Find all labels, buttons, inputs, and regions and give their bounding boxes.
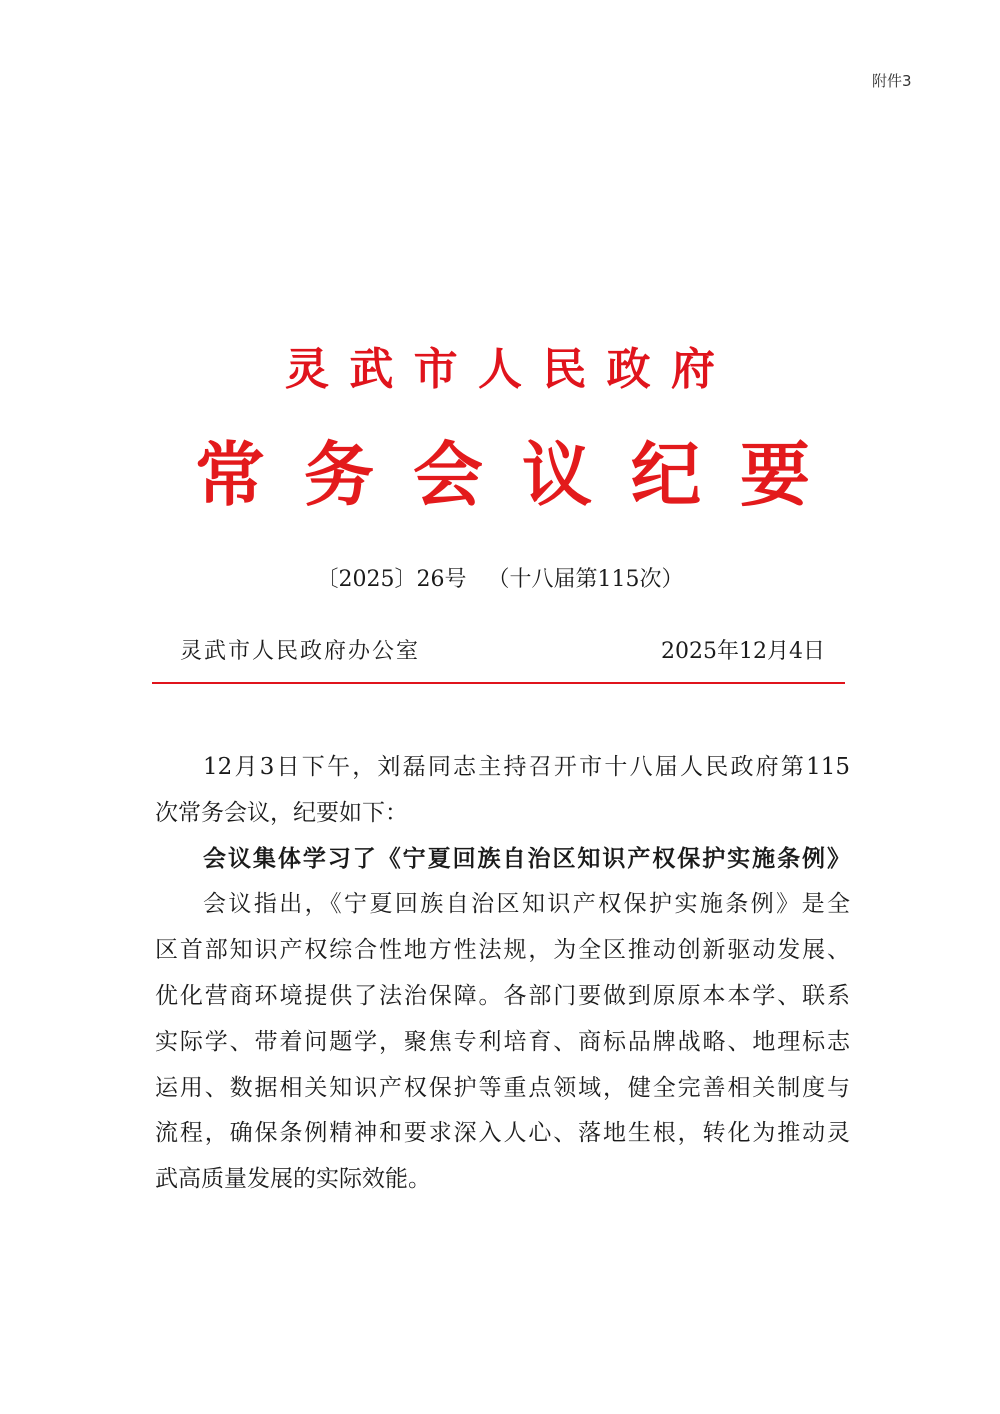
body-line: 12月3日下午，刘磊同志主持召开市十八届人民政府第115 (203, 754, 850, 780)
red-divider (152, 682, 845, 684)
document-number: 〔2025〕26号 （十八届第115次） (316, 567, 684, 592)
body-line: 流程，确保条例精神和要求深入人心、落地生根，转化为推动灵 (155, 1120, 850, 1147)
document-body (155, 745, 850, 1203)
organization-title: 灵武市人民政府 (285, 344, 715, 395)
body-line: 优化营商环境提供了法治保障。各部门要做到原原本本学、联系 (155, 982, 850, 1009)
body-line: 运用、数据相关知识产权保护等重点领域，健全完善相关制度与 (155, 1074, 850, 1101)
body-line: 区首部知识产权综合性地方性法规，为全区推动创新驱动发展、 (155, 937, 850, 964)
body-line: 实际学、带着问题学，聚焦专利培育、商标品牌战略、地理标志 (155, 1028, 850, 1055)
issuing-office: 灵武市人民政府办公室 (180, 639, 421, 664)
attachment-label: 附件3 (872, 72, 912, 90)
body-line: 会议指出，《宁夏回族自治区知识产权保护实施条例》是全 (203, 891, 850, 918)
body-line: 武高质量发展的实际效能。 (155, 1166, 431, 1193)
body-line: 次常务会议，纪要如下： (155, 799, 408, 826)
document-title: 常务会议纪要 (195, 433, 810, 516)
issue-date: 2025年12月4日 (661, 639, 825, 664)
section-heading: 会议集体学习了《宁夏回族自治区知识产权保护实施条例》 (203, 845, 850, 872)
